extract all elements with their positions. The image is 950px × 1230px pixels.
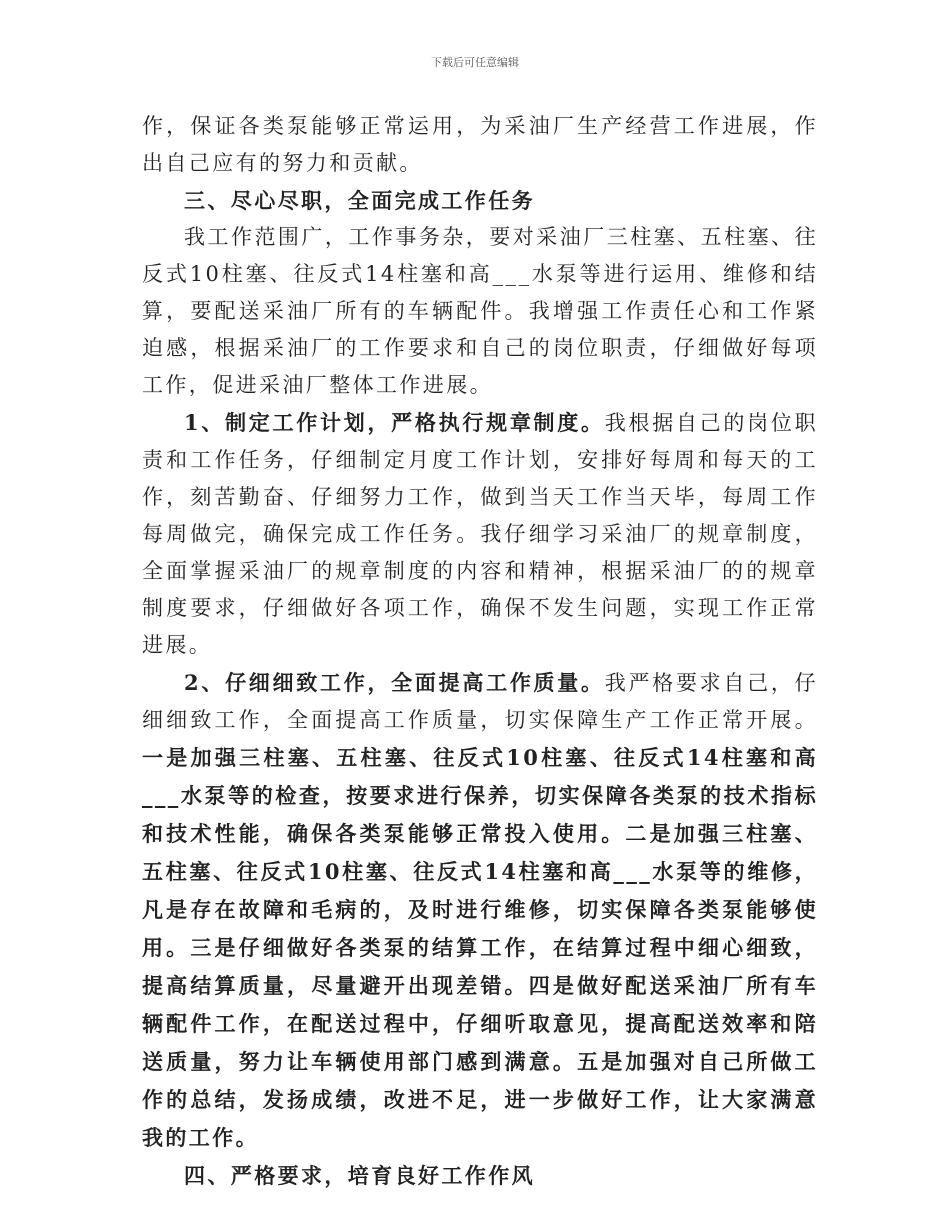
section-heading-3: 三、尽心尽职，全面完成工作任务 xyxy=(184,188,535,213)
paragraph-continuation: 作，保证各类泵能够正常运用，为采油厂生产经营工作进展，作出自己应有的努力和贡献。 xyxy=(142,114,818,175)
paragraph-work-quality xyxy=(142,664,818,1157)
paragraph-work-quality-items: 一是加强三柱塞、五柱塞、往反式10柱塞、往反式14柱塞和高___水泵等的检查，按要求进行保养，切实保障各类泵的技术指标和技术性能，确保各类泵能够正常投入使用。二是加强三柱塞、五柱塞、往反式10柱塞、往反式14柱塞和高___水泵等的维修，凡是存在故障和毛病的，及时进行维修，切实保障各类泵能够使用。三是仔细做好各类泵的结算工作，在结算过程中细心细致，提高结算质量，尽量避开出现差错。四是做好配送采油厂所有车辆配件工作，在配送过程中，仔细听取意见，提高配送效率和陪送质量，努力让车辆使用部门感到满意。五是加强对自己所做工作的总结，发扬成绩，改进不足，进一步做好工作，让大家满意我的工作。 xyxy=(142,745,818,1150)
paragraph-work-quality-text: 我严格要求自己，仔细细致工作，全面提高工作质量，切实保障生产工作正常开展。 xyxy=(142,671,818,732)
paragraph-work-plan xyxy=(142,404,818,664)
paragraph-work-plan-text: 我根据自己的岗位职责和工作任务，仔细制定月度工作计划，安排好每周和每天的工作，刻苦勤奋、仔细努力工作，做到当天工作当天毕，每周工作每周做完，确保完成工作任务。我仔细学习采油厂的规章制度，全面掌握采油厂的规章制度的内容和精神，根据采油厂的的规章制度要求，仔细做好各项工作，确保不发生问题，实现工作正常进展。 xyxy=(142,411,818,657)
paragraph-work-plan-lead: 1、制定工作计划，严格执行规章制度。 xyxy=(184,410,605,435)
page-header: 下载后可任意编辑 xyxy=(431,56,519,69)
paragraph-work-quality-lead: 2、仔细细致工作，全面提高工作质量。 xyxy=(184,670,605,695)
paragraph-work-scope: 我工作范围广，工作事务杂，要对采油厂三柱塞、五柱塞、往反式10柱塞、往反式14柱塞和高___水泵等进行运用、维修和结算，要配送采油厂所有的车辆配件。我增强工作责任心和工作紧迫感，根据采油厂的工作要求和自己的岗位职责，仔细做好每项工作，促进采油厂整体工作进展。 xyxy=(142,225,818,397)
section-heading-4: 四、严格要求，培育良好工作作风 xyxy=(184,1163,535,1188)
document-body xyxy=(142,108,818,1194)
